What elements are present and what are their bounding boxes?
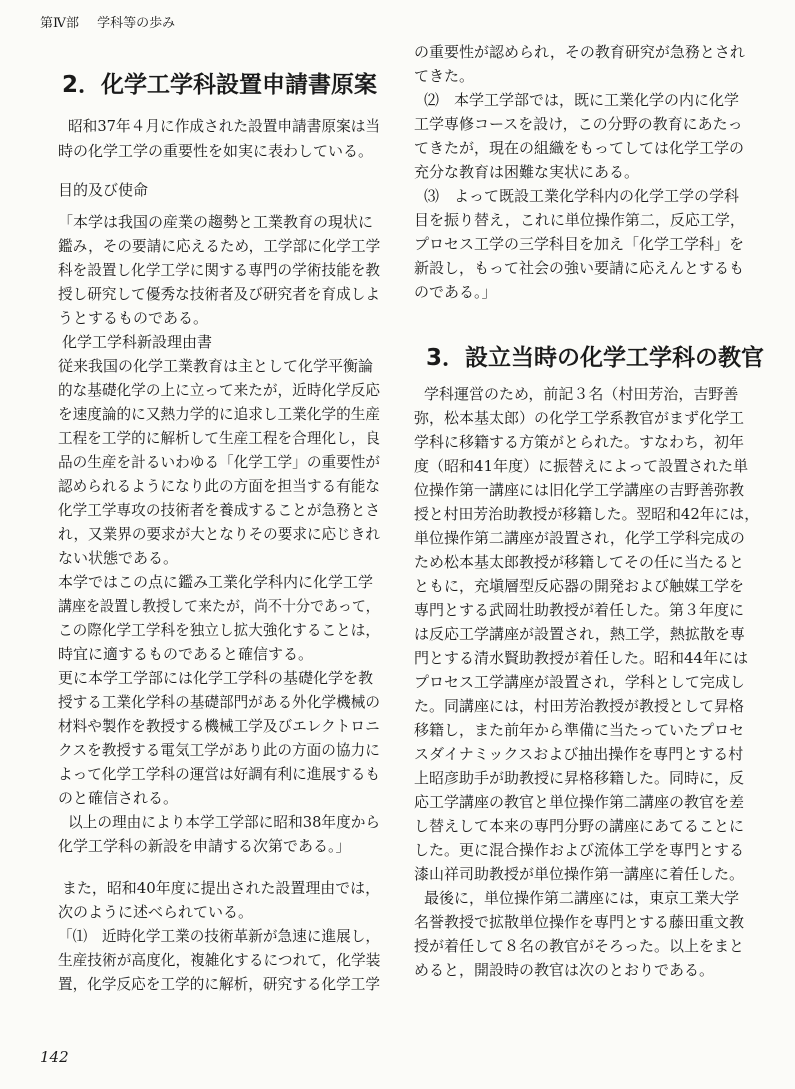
header-part: 第Ⅳ部 [40, 16, 79, 31]
text-line: プロセス工学の三学科目を加え「化学工学科」を [414, 235, 745, 253]
text-line: てきた。 [414, 67, 475, 85]
text-line: 以上の理由により本学工学部に昭和38年度から [68, 813, 381, 831]
text-line: この際化学工学科を独立し拡大強化することは， [58, 621, 381, 639]
running-header [40, 12, 175, 31]
text-line: 門とする清水賢助教授が着任した。昭和44年には [414, 649, 749, 667]
text-line: ため松本基太郎教授が移籍してその任に当たると [414, 553, 745, 571]
text-line: は反応工学講座が設置され，熱工学，熱拡散を専 [414, 625, 745, 643]
text-line: を速度論的に又熱力学的に追求し工業化学的生産 [58, 405, 381, 423]
text-line: 鑑み，その要請に応えるため，工学部に化学工学 [58, 237, 381, 255]
text-line: 従来我国の化学工業教育は主として化学平衡論 [58, 357, 374, 375]
text-line: 置，化学反応を工学的に解析，研究する化学工学 [58, 975, 381, 993]
header-section: 学科等の歩み [97, 16, 176, 31]
text-line: 授が着任して８名の教官がそろった。以上をまと [414, 937, 745, 955]
text-line: 次のように述べられている。 [58, 903, 254, 921]
text-line: よって化学工学科の運営は好調有利に進展するも [58, 765, 381, 783]
text-line: 工程を工学的に解析して生産工程を合理化し，良 [58, 429, 381, 447]
text-line: 認められるようになり此の方面を担当する有能な [58, 477, 381, 495]
text-line: た。同講座には，村田芳治教授が教授として昇格 [414, 697, 745, 715]
text-line: 昭和37年４月に作成された設置申請書原案は当 [68, 117, 381, 135]
text-line: 化学工学科新設理由書 [62, 333, 213, 351]
section-title-3: 3．設立当時の化学工学科の教官 [426, 345, 765, 371]
text-line: した。更に混合操作および流体工学を専門とする [414, 841, 745, 859]
text-line: 新設し，もって社会の強い要請に応えんとするも [414, 259, 745, 277]
page-number: 142 [40, 1048, 69, 1066]
text-line: クスを教授する電気工学があり此の方面の協力に [58, 741, 380, 759]
text-line: 本学ではこの点に鑑み工業化学科内に化学工学 [58, 573, 374, 591]
text-line: スダイナミックスおよび抽出操作を専門とする村 [414, 745, 744, 763]
text-line: 目的及び使命 [58, 181, 149, 199]
text-line: 上昭彦助手が助教授に昇格移籍した。同時に，反 [414, 769, 745, 787]
text-line: ともに，充塡層型反応器の開発および触媒工学を [414, 577, 745, 595]
text-line: 名誉教授で拡散単位操作を専門とする藤田重文教 [414, 913, 745, 931]
text-line: 漆山祥司助教授が単位操作第一講座に着任した。 [414, 865, 745, 883]
text-line: 時宜に適するものであると確信する。 [58, 645, 314, 663]
text-line: てきたが，現在の組織をもってしては化学工学の [414, 139, 745, 157]
text-line: 材料や製作を教授する機械工学及びエレクトロニ [58, 717, 380, 735]
text-line: 最後に，単位操作第二講座には，東京工業大学 [424, 889, 740, 907]
text-line: 的な基礎化学の上に立って来たが，近時化学反応 [58, 381, 381, 399]
text-line: 充分な教育は困難な実状にある。 [414, 163, 640, 181]
text-line: めると，開設時の教官は次のとおりである。 [414, 961, 715, 979]
text-line: 化学工学専攻の技術者を養成することが急務とさ [58, 501, 381, 519]
text-line: 度（昭和41年度）に振替えによって設置された単 [414, 457, 749, 475]
text-line: の重要性が認められ，その教育研究が急務とされ [414, 43, 745, 61]
section-title-2: 2．化学工学科設置申請書原案 [62, 72, 378, 98]
text-line: 講座を設置し教授して来たが，尚不十分であって， [58, 597, 380, 615]
text-line: 専門とする武岡壮助教授が着任した。第３年度に [414, 601, 745, 619]
text-line: 化学工学科の新設を申請する次第である。」 [58, 837, 351, 855]
text-line: 学科運営のため，前記３名（村田芳治，吉野善 [424, 385, 739, 403]
text-line: 移籍し，また前年から準備に当たっていたプロセ [414, 721, 745, 739]
text-line: 更に本学工学部には化学工学科の基礎化学を教 [58, 669, 374, 687]
text-line: ⑶ よって既設工業化学科内の化学工学の学科 [424, 187, 740, 205]
text-line: 授する工業化学科の基礎部門がある外化学機械の [58, 693, 381, 711]
text-line: のと確信される。 [58, 789, 179, 807]
text-line: 授し研究して優秀な技術者及び研究者を育成しよ [58, 285, 381, 303]
text-line: れ，又業界の要求が大となりその要求に応じきれ [58, 525, 380, 543]
text-line: 工学専修コースを設け，この分野の教育にあたっ [414, 115, 743, 133]
text-line: 応工学講座の教官と単位操作第二講座の教官を差 [414, 793, 745, 811]
text-line: 品の生産を計るいわゆる「化学工学」の重要性が [58, 453, 381, 471]
text-line: 目を振り替え，これに単位操作第二，反応工学， [414, 211, 745, 229]
text-line: 科を設置し化学工学に関する専門の学術技能を教 [58, 261, 381, 279]
text-line: また，昭和40年度に提出された設置理由では， [62, 879, 381, 897]
text-line: うとするものである。 [58, 309, 209, 327]
text-line: 授と村田芳治助教授が移籍した。翌昭和42年には， [414, 505, 760, 523]
text-line: し替えして本来の専門分野の講座にあてることに [414, 817, 745, 835]
text-line: 時の化学工学の重要性を如実に表わしている。 [58, 142, 374, 160]
text-line: ⑵ 本学工学部では，既に工業化学の内に化学 [424, 91, 740, 109]
text-line: 「⑴ 近時化学工業の技術革新が急速に進展し， [58, 927, 381, 945]
text-line: のである。」 [414, 283, 497, 301]
text-line: 生産技術が高度化，複雑化するにつれて，化学装 [58, 951, 381, 969]
text-line: 学科に移籍する方策がとられた。すなわち，初年 [414, 433, 745, 451]
text-line: ない状態である。 [58, 549, 179, 567]
text-line: 弥，松本基太郎）の化学工学系教官がまず化学工 [414, 409, 745, 427]
text-line: 位操作第一講座には旧化学工学講座の吉野善弥教 [414, 481, 745, 499]
text-line: 単位操作第二講座が設置され，化学工学科完成の [414, 529, 745, 547]
text-line: プロセス工学講座が設置され，学科として完成し [414, 673, 745, 691]
text-line: 「本学は我国の産業の趨勢と工業教育の現状に [58, 213, 374, 231]
